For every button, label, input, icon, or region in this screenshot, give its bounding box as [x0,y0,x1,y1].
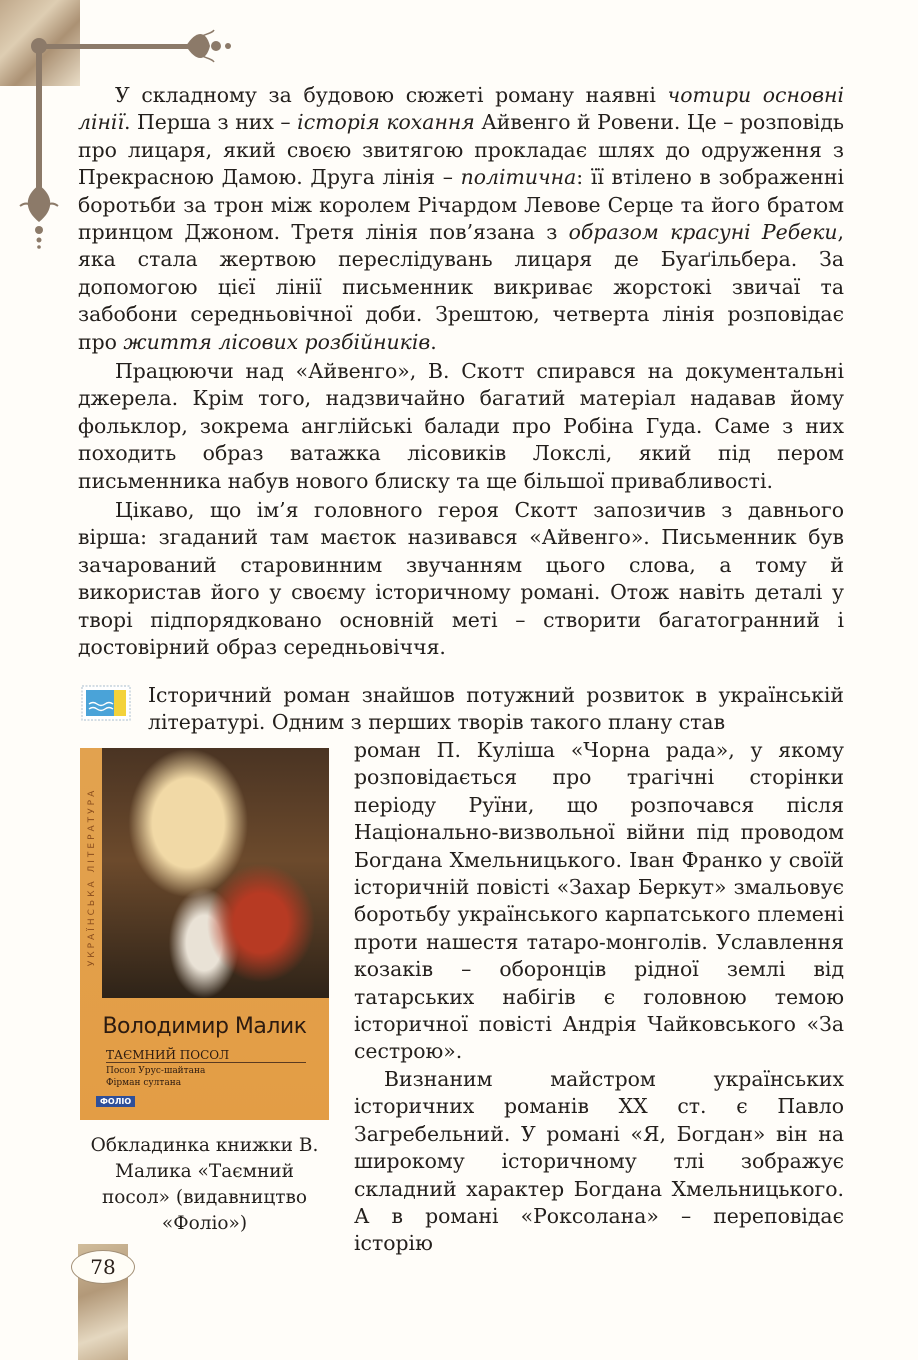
cover-series-label: УКРАЇНСЬКА ЛІТЕРАТУРА [87,787,97,967]
text-run: : її втілено в зображенні боротьби за трон між королем Річардом Левове Серце та його братом принцом Джоном. Третя лінія пов’язана з [78,165,844,245]
emphasis-text: образом красуні Ребеки [568,220,838,245]
paragraph-hero-name: Цікаво, що ім’я головного героя Скотт запозичив з давнього вірша: згаданий там маєток називався «Айвенго». Письменник був зачарований старовинним звучанням цього слова, а тому й використав його у своєму історичному романі. Отож навіть деталі у творі підпорядковано основній меті – створити багатогранний і достовірний образ середньовіччя. [78,498,844,660]
cover-title: ТАЄМНИЙ ПОСОЛ [106,1048,230,1062]
ukraine-stamp-icon [81,685,131,721]
cover-author: Володимир Малик [102,1014,307,1039]
book-cover-image [80,748,329,1120]
text-run: . [430,329,437,354]
paragraph-storylines [78,82,844,356]
cover-subtitle-1: Посол Урус-шайтана [106,1066,206,1076]
text-run: Айвенго й Ровени. Це – розповідь про лицаря, який своєю звитягою прокладає шлях до одруження з Прекрасною Дамою. Друга лінія – [78,110,844,190]
cover-publisher-logo: ФОЛІО [96,1096,135,1107]
cover-painting [102,748,329,998]
text-run: . Перша з них – [123,110,298,135]
emphasis-text: політична [460,165,577,190]
image-caption: Обкладинка книжки В. Малика «Таємний посол» (видавництво «Фоліо») [90,1135,319,1234]
paragraph-sources: Працюючи над «Айвенго», В. Скотт спирався на документальні джерела. Крім того, надзвичайно багатий матеріал надавав йому фольклор, зокрема англійські балади про Робіна Гуда. Саме з них походить образ ватажка лісовиків Локслі, який під пером письменника набув нового блиску та ще більшої привабливості. [78,359,844,493]
paragraph-zahrebelnyi: Визнаним майстром українських історичних романів XX ст. є Павло Загребельний. У романі «Я, Богдан» він на широкому історичному тлі зображує складний характер Богдана Хмельницького. А в романі «Роксолана» – переповідає історію [354,1067,844,1256]
text-run: , яка стала жертвою переслідувань лицаря де Буаґільбера. За допомогою цієї лінії письменник викриває жорстокі звичаї та забобони середньовічної доби. Зрештою, четверта лінія розповідає про [78,220,844,354]
text-run: У складному за будовою сюжеті роману наявні [115,83,668,107]
page-number: 78 [71,1250,135,1284]
emphasis-text: історія кохання [297,110,475,135]
paragraph-ukrainian-novel-intro: Історичний роман знайшов потужний розвиток в українській літературі. Одним з перших творів такого плану став [148,683,844,735]
paragraph-ukrainian-novels: роман П. Куліша «Чорна рада», у якому розповідається про трагічні сторінки періоду Руїни, що розпочався після Національно-визвольної війни під проводом Богдана Хмельницького. Іван Франко у своїй історичній повісті «Захар Беркут» змальовує боротьбу українського карпатського племені проти нашестя татаро-монголів. Уславлення козаків – оборонців рідної землі від татарських набігів є головною темою історичної повісті Андрія Чайковського «За сестрою». [354,738,844,1064]
emphasis-text: життя лісових розбійників [123,329,431,354]
cover-divider [106,1062,306,1063]
emphasis-text: чотири основні лінії [78,83,844,135]
cover-subtitle-2: Фірман султана [106,1078,182,1088]
